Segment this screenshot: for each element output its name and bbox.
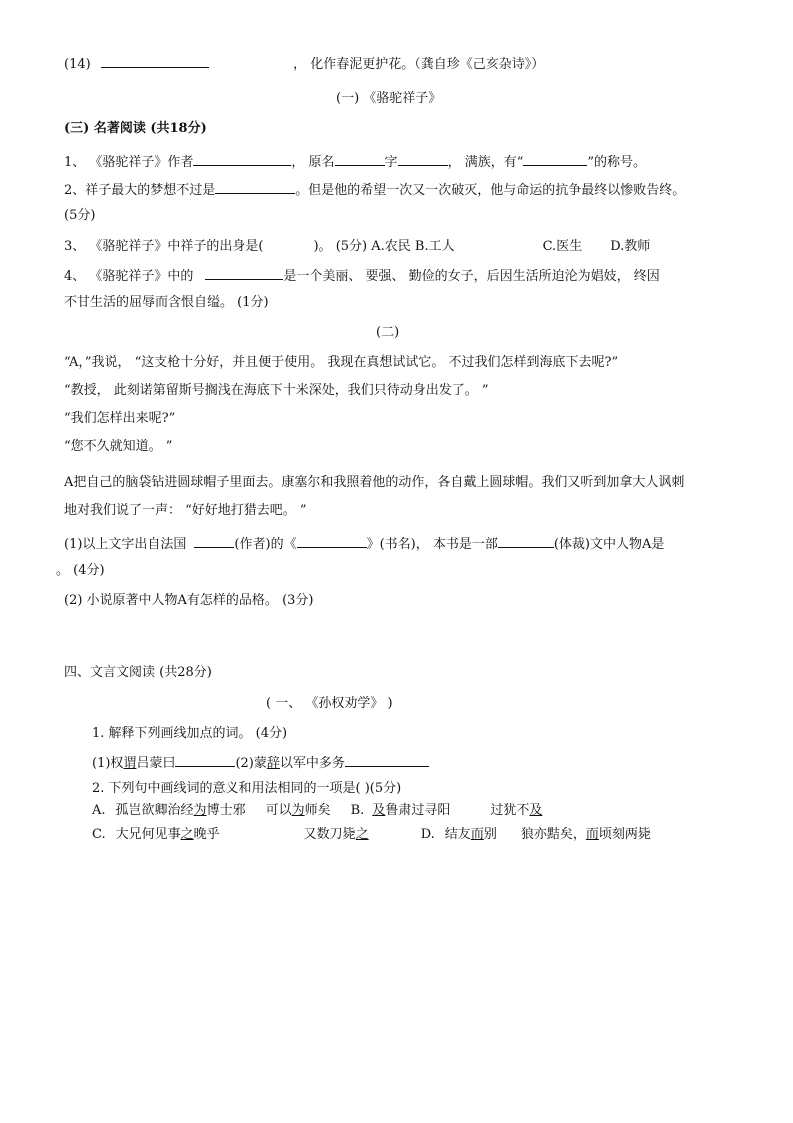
q2-score: (5分): [64, 208, 96, 223]
option-b-text: 过犹不: [490, 803, 530, 818]
option-d-text: 顷刻两毙: [598, 827, 651, 842]
item1-target-word: 谓: [123, 756, 137, 771]
q1-text-a: 1、 《骆驼祥子》作者: [64, 155, 194, 170]
passage-line: 地对我们说了一声： “好好地打猎去吧。 ”: [64, 503, 307, 518]
passage-line: “您不久就知道。 ”: [64, 439, 173, 454]
item2-text-rest: 以军中多务: [279, 756, 345, 771]
question-2: [64, 180, 685, 200]
item2-blank[interactable]: [345, 753, 429, 767]
p1-continuation: 。 (4分): [56, 563, 105, 578]
q2-text-a: 2、祥子最大的梦想不过是: [64, 183, 216, 198]
p1-text-b: (作者)的《: [234, 537, 297, 552]
q1-text-d: ， 满族，有“: [447, 155, 524, 170]
q4-text-b: 是一个美丽、 要强、 勤俭的女子，后因生活所迫沦为娼妓， 终因: [283, 269, 660, 284]
author-blank[interactable]: [193, 152, 291, 166]
question-1: [64, 152, 646, 172]
wenyan-question-1: 1. 解释下列画线加点的词。 (4分): [92, 726, 288, 741]
item1-text: (1)权: [92, 756, 124, 771]
subsection-title: ( 一、 《孙权劝学》 ): [266, 696, 393, 711]
book-title-blank[interactable]: [297, 534, 367, 548]
wenyan-question-2: 2. 下列句中画线词的意义和用法相同的一项是( )(5分): [92, 781, 402, 796]
question-14: [64, 54, 544, 74]
option-b-underlined: 及: [372, 803, 386, 818]
q1-text-c: 字: [384, 155, 398, 170]
passage-question-2: (2) 小说原著中人物A有怎样的品格。 (3分): [64, 593, 314, 608]
option-d-underlined: 而: [470, 827, 484, 842]
courtesy-name-blank[interactable]: [398, 152, 448, 166]
item1-blank[interactable]: [175, 753, 235, 767]
original-name-blank[interactable]: [335, 152, 385, 166]
option-c-label: C.: [92, 827, 106, 842]
option-c-underlined: 之: [355, 827, 369, 842]
question-3: [64, 238, 650, 256]
p1-text-a: (1)以上文字出自法国: [64, 537, 187, 552]
question-number: (14): [64, 57, 91, 72]
q4-continuation: 不甘生活的屈辱而含恨自缢。 (1分): [64, 295, 269, 310]
option-a-label: A.: [92, 803, 106, 818]
answer-blank[interactable]: [101, 54, 209, 68]
q3-option-d: D.教师: [610, 239, 651, 254]
option-d-text: 别: [483, 827, 497, 842]
passage-line: “教授， 此刻诺第留斯号搁浅在海底下十米深处，我们只待动身出发了。 ”: [64, 383, 489, 398]
q3-option-c: C.医生: [542, 239, 583, 254]
wenyan-q1-items: [92, 753, 429, 773]
option-b-label: B.: [350, 803, 365, 818]
option-d-text: 结友: [444, 827, 471, 842]
p1-text-d: (体裁)文中人物A是: [553, 537, 665, 552]
option-b-underlined: 及: [529, 803, 543, 818]
option-a-text: 博士邪: [206, 803, 246, 818]
option-d-text: 狼亦黠矣，: [520, 827, 586, 842]
option-a-text: 孤岂欲卿治经: [115, 803, 194, 818]
section-title-1: (一) 《骆驼祥子》: [336, 91, 442, 106]
option-a-text: 师矣: [304, 803, 331, 818]
poem-line: ， 化作春泥更护花。（龚自珍《己亥杂诗》）: [293, 57, 545, 72]
option-a-underlined: 为: [291, 803, 305, 818]
section-heading-4: 四、文言文阅读 (共28分): [64, 665, 212, 680]
option-b-text: 鲁肃过寻阳: [385, 803, 451, 818]
character-blank[interactable]: [205, 266, 283, 280]
author-blank[interactable]: [194, 534, 234, 548]
title-blank[interactable]: [523, 152, 587, 166]
passage-line: A把自己的脑袋钻进圆球帽子里面去。康塞尔和我照着他的动作，各自戴上圆球帽。我们又听到加拿大人讽刺: [64, 475, 685, 490]
option-a-underlined: 为: [193, 803, 207, 818]
passage-line: “A，”我说， “这支枪十分好，并且便于使用。 我现在真想试试它。 不过我们怎样到海底下去呢?”: [64, 355, 619, 370]
section-title-2: (二): [376, 325, 400, 340]
option-row-cd: [92, 826, 651, 844]
question-4: [64, 266, 660, 286]
option-row-ab: [92, 802, 542, 820]
q1-text-b: ， 原名: [291, 155, 335, 170]
option-d-underlined: 而: [585, 827, 599, 842]
q4-text-a: 4、 《骆驼祥子》中的: [64, 269, 194, 284]
option-d-label: D.: [420, 827, 435, 842]
option-a-text: 可以: [265, 803, 292, 818]
option-c-underlined: 之: [180, 827, 194, 842]
item2-target-word: 辞: [266, 756, 280, 771]
p1-text-c: 》(书名)， 本书是一部: [366, 537, 498, 552]
q1-text-e: ”的称号。: [587, 155, 646, 170]
passage-line: “我们怎样出来呢?”: [64, 411, 176, 426]
dream-blank[interactable]: [215, 180, 295, 194]
item2-text: (2)蒙: [235, 756, 267, 771]
q3-text-b: )。 (5分) A.农民 B.工人: [313, 239, 455, 254]
genre-blank[interactable]: [498, 534, 554, 548]
option-c-text: 晚乎: [193, 827, 220, 842]
section-heading-3: (三) 名著阅读 (共18分): [64, 121, 207, 136]
passage-question-1: [64, 534, 664, 554]
q2-text-b: 。但是他的希望一次又一次破灭，他与命运的抗争最终以惨败告终。: [295, 183, 686, 198]
item1-text-rest: 吕蒙曰: [136, 756, 176, 771]
option-c-text: 大兄何见事: [115, 827, 181, 842]
q3-text-a: 3、 《骆驼祥子》中祥子的出身是(: [64, 239, 264, 254]
option-c-text: 又数刀毙: [303, 827, 356, 842]
